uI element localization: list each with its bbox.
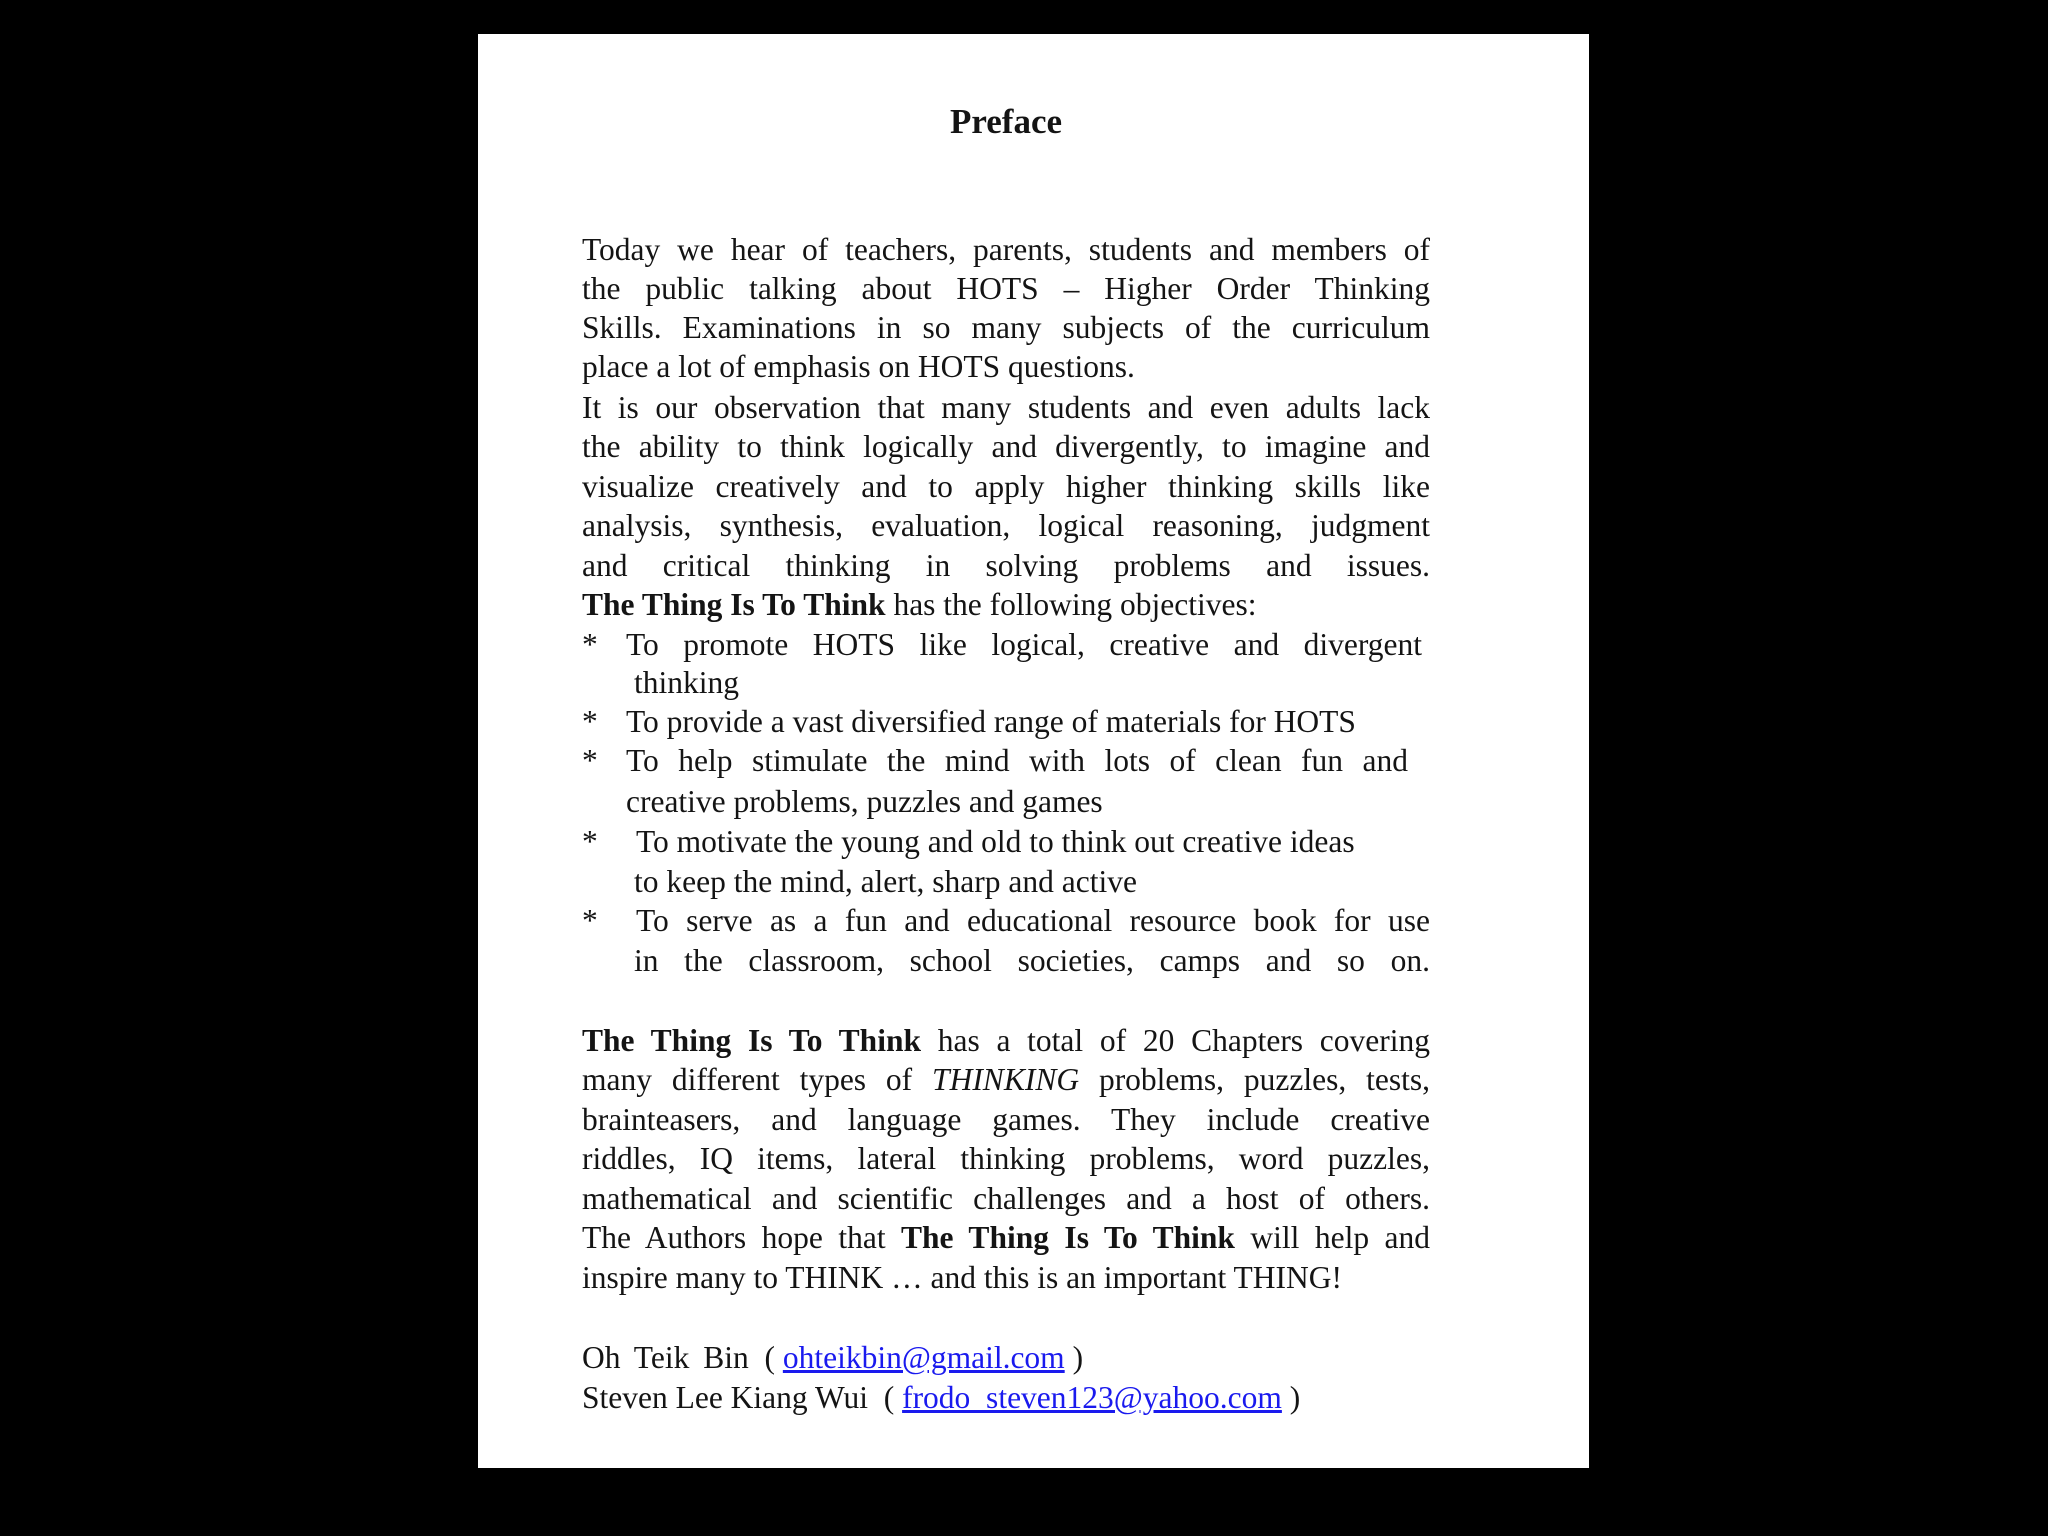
objectives-intro: has the following objectives: (885, 587, 1257, 622)
author-line: Oh Teik Bin ( ohteikbin@gmail.com ) (582, 1340, 1084, 1375)
paragraph-line: place a lot of emphasis on HOTS questions. (582, 349, 1135, 384)
bullet-marker: * (582, 704, 598, 739)
paragraph-text: many different types of (582, 1062, 933, 1097)
list-item-text: To serve as a fun and educational resource book for use (636, 903, 1430, 938)
objectives-intro-line (582, 585, 1257, 625)
paragraph-line: brainteasers, and language games. They include creative (582, 1102, 1430, 1137)
list-item-text: To provide a vast diversified range of materials for HOTS (626, 704, 1356, 739)
emphasis-thinking: THINKING (932, 1062, 1080, 1097)
list-item-text: creative problems, puzzles and games (626, 784, 1103, 819)
paragraph-line: the ability to think logically and divergently, to imagine and (582, 429, 1430, 464)
page-title: Preface (949, 102, 1063, 141)
list-item-text: thinking (634, 665, 740, 700)
list-item-text: To promote HOTS like logical, creative and divergent (626, 627, 1422, 662)
paragraph-line: inspire many to THINK … and this is an important THING! (582, 1260, 1342, 1295)
bullet-marker: * (582, 824, 598, 859)
bullet-marker: * (582, 627, 598, 662)
book-title: The Thing Is To Think (901, 1220, 1235, 1255)
bullet-marker: * (582, 743, 598, 778)
list-item-text: To motivate the young and old to think out creative ideas (636, 824, 1355, 859)
paragraph-text: will help and (1234, 1220, 1431, 1255)
paragraph-line: riddles, IQ items, lateral thinking problems, word puzzles, (582, 1141, 1430, 1176)
bullet-marker: * (582, 903, 598, 938)
paragraph-line: and critical thinking in solving problems and issues. (582, 548, 1430, 583)
author-line: Steven Lee Kiang Wui ( frodo_steven123@yahoo.com ) (582, 1380, 1301, 1415)
paragraph-line: Today we hear of teachers, parents, students and members of (582, 232, 1430, 267)
paragraph-line: the public talking about HOTS – Higher Order Thinking (582, 271, 1430, 306)
paragraph-text: problems, puzzles, tests, (1079, 1062, 1430, 1097)
list-item-text: to keep the mind, alert, sharp and active (634, 864, 1137, 899)
paragraph-text: The Authors hope that (582, 1220, 902, 1255)
author-name: Steven Lee Kiang Wui (582, 1380, 868, 1415)
paragraph-line (582, 1021, 1430, 1061)
document-page (478, 34, 1589, 1468)
paragraph-line: It is our observation that many students and even adults lack (582, 390, 1430, 425)
author-name: Oh Teik Bin (582, 1340, 749, 1375)
paragraph-line: Skills. Examinations in so many subjects of the curriculum (582, 310, 1430, 345)
email-link[interactable]: frodo_steven123@yahoo.com (902, 1380, 1282, 1415)
paragraph-line: analysis, synthesis, evaluation, logical reasoning, judgment (582, 508, 1430, 543)
list-item-text: To help stimulate the mind with lots of clean fun and (626, 743, 1408, 778)
paragraph-text: has a total of 20 Chapters covering (921, 1023, 1431, 1058)
paragraph-line: visualize creatively and to apply higher thinking skills like (582, 469, 1430, 504)
paragraph-line: mathematical and scientific challenges and a host of others. (582, 1181, 1430, 1216)
book-title: The Thing Is To Think (582, 1023, 921, 1058)
paragraph-line (582, 1060, 1430, 1100)
paragraph-line (582, 1218, 1430, 1258)
email-link[interactable]: ohteikbin@gmail.com (782, 1340, 1065, 1375)
list-item-text: in the classroom, school societies, camps and so on. (634, 943, 1430, 978)
book-title: The Thing Is To Think (582, 587, 886, 622)
